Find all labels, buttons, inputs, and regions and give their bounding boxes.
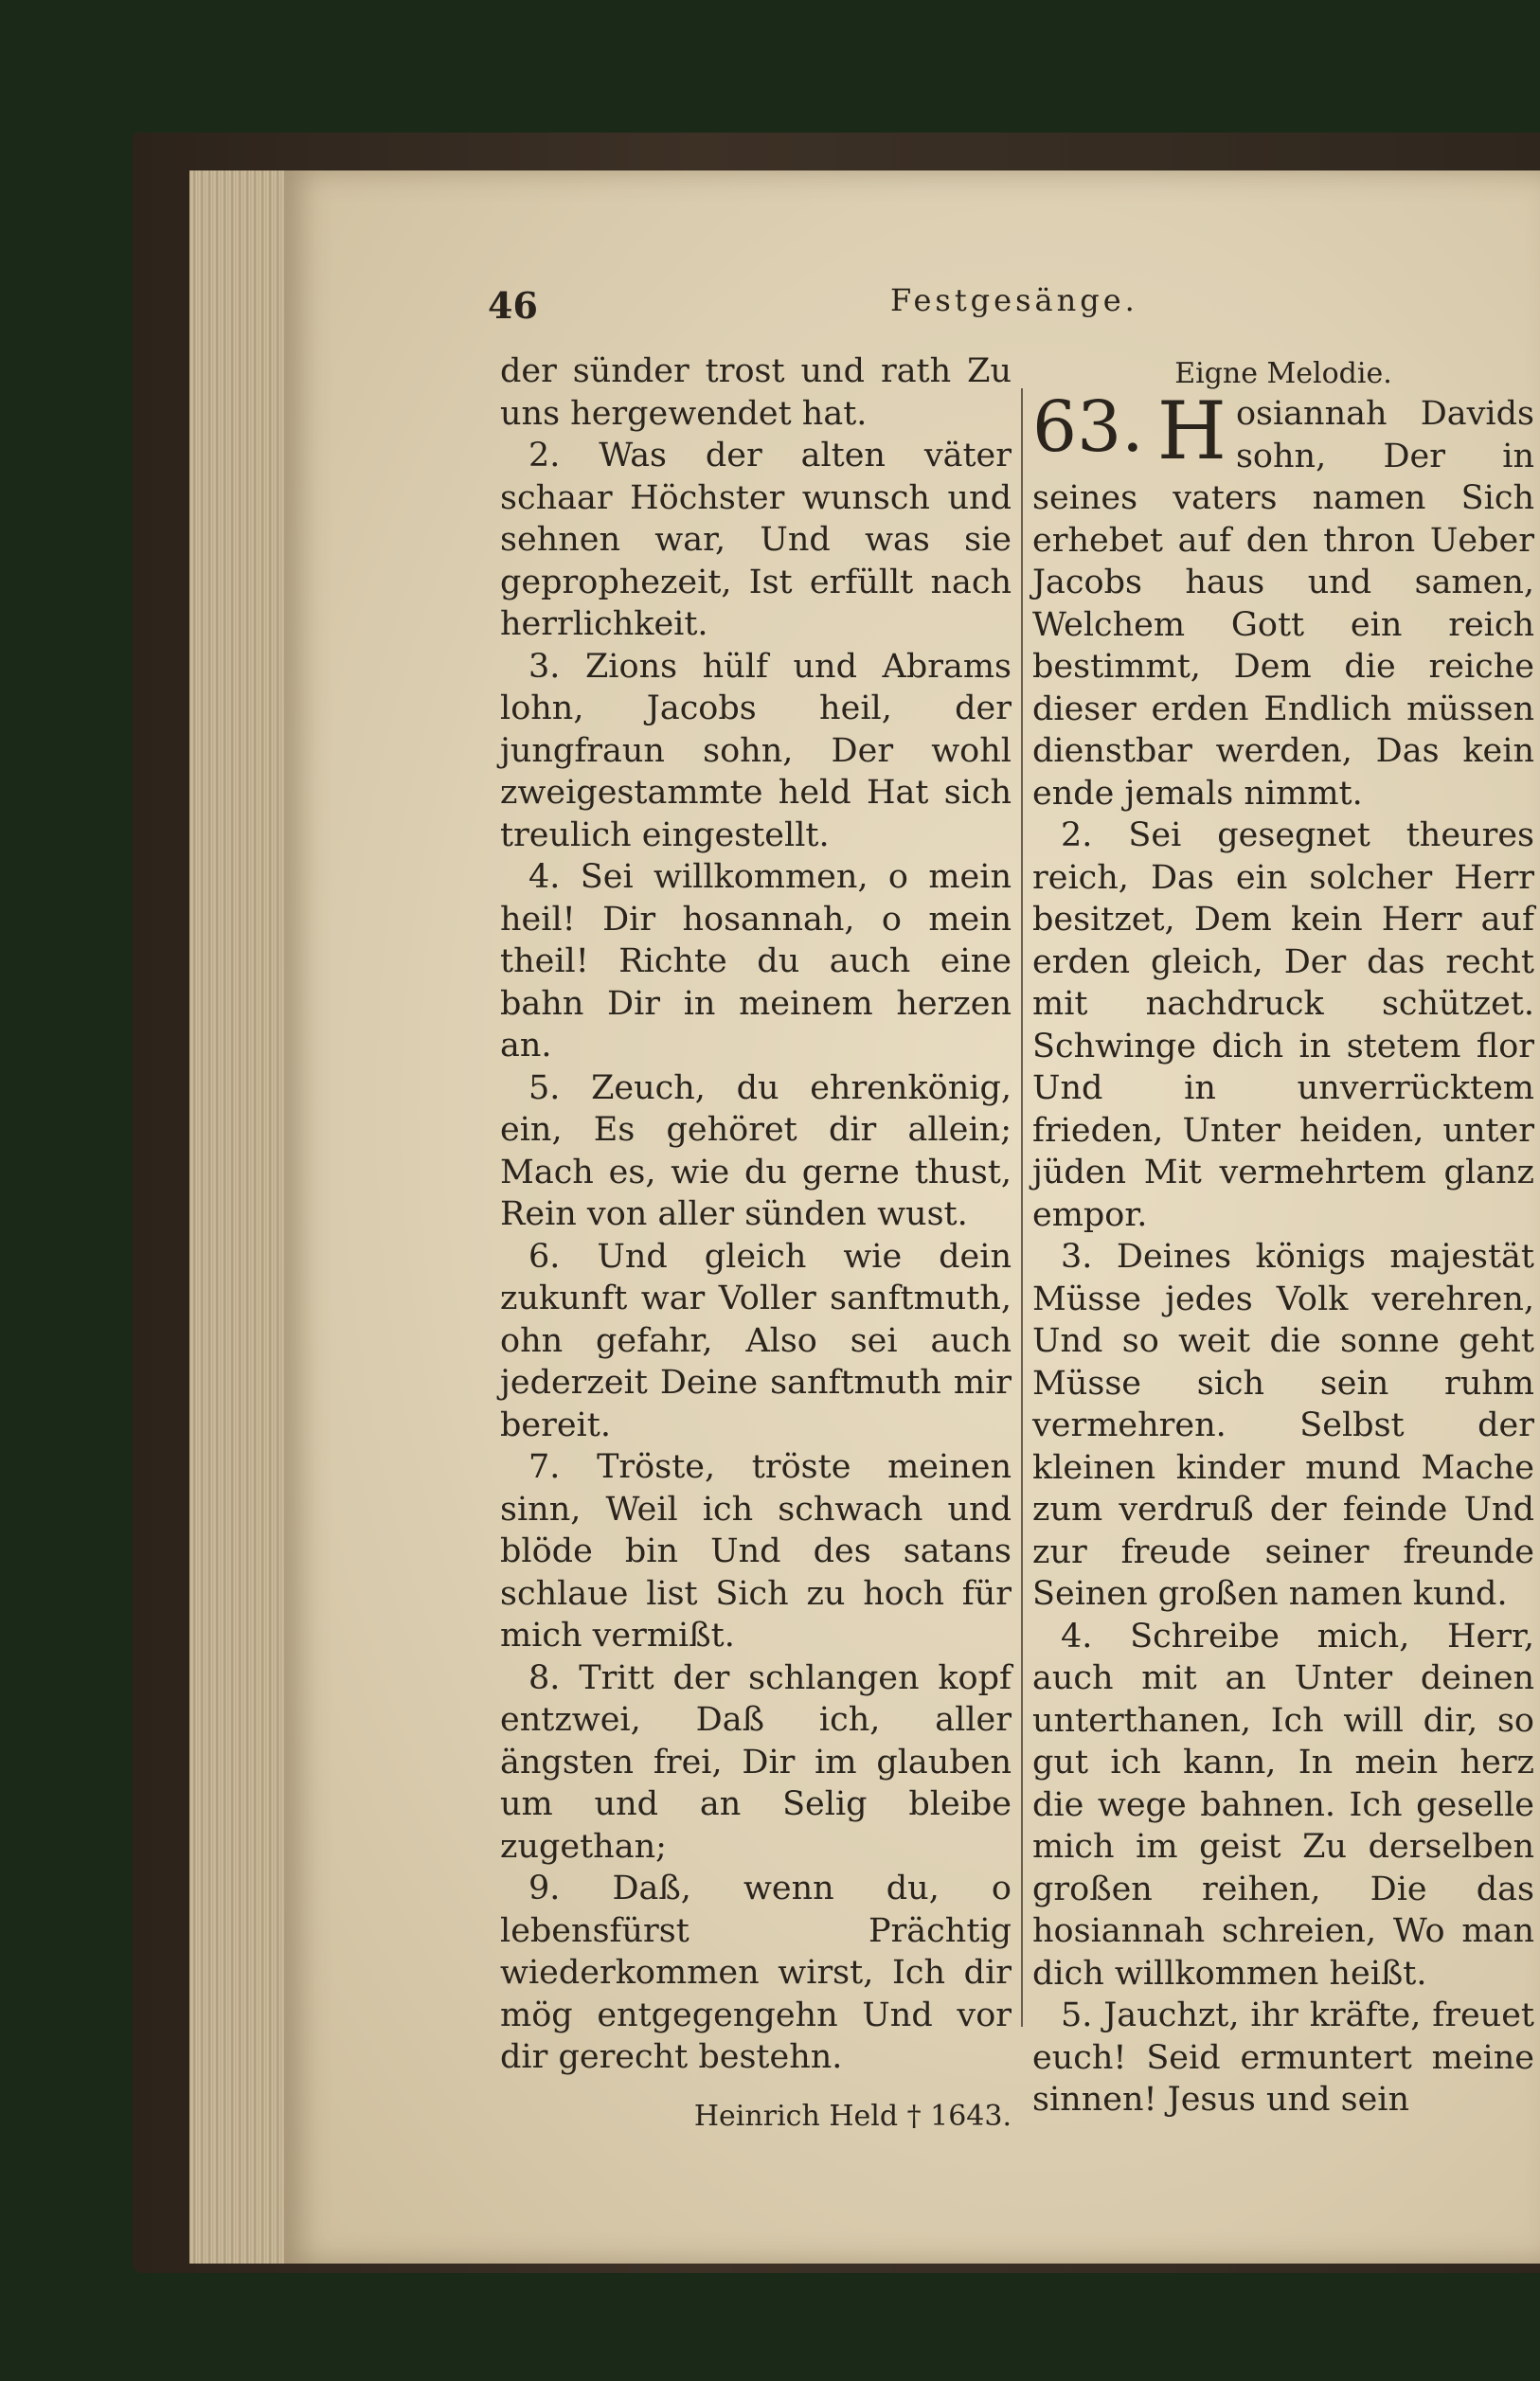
right-column (1032, 355, 1534, 2121)
page-number: 46 (488, 284, 538, 327)
dropcap-letter: H (1156, 385, 1227, 477)
hymn-verse-2: 2. Sei gesegnet theures reich, Das ein solcher Herr besitzet, Dem kein Herr auf erden gleich, Der das recht mit nachdruck schützet. Schwinge dich in stetem flor Und in unverrücktem frieden, Unter heiden, unter jüden Mit vermehrtem glanz empor. (1032, 816, 1534, 1234)
verse-continuation: der sünder trost und rath Zu uns hergewendet hat. (500, 352, 1012, 433)
hymn-first-verse (1032, 385, 1534, 815)
hymn-attribution: Heinrich Held † 1643. (693, 2099, 1012, 2133)
verse-6: 6. Und gleich wie dein zukunft war Voller sanftmuth, ohn gefahr, Also sei auch jederzeit Deine sanftmuth mir bereit. (500, 1237, 1012, 1444)
melody-note: Eigne Melodie. (1174, 357, 1392, 390)
verse-2: 2. Was der alten väter schaar Höchster wunsch und sehnen war, Und was sie geprophezeit, Ist erfüllt nach herrlichkeit. (500, 437, 1012, 643)
left-column (500, 350, 1012, 2138)
verse-9: 9. Daß, wenn du, o lebensfürst Prächtig wiederkommen wirst, Ich dir mög entgegengehn Und vor dir gerecht bestehn. (500, 1870, 1012, 2076)
verse-3: 3. Zions hülf und Abrams lohn, Jacobs heil, der jungfraun sohn, Der wohl zweigestammte held Hat sich treulich eingestellt. (500, 647, 1012, 854)
verse-8: 8. Tritt der schlangen kopf entzwei, Daß ich, aller ängsten frei, Dir im glauben um und an Selig bleibe zugethan; (500, 1658, 1012, 1866)
verse-5: 5. Zeuch, du ehrenkönig, ein, Es gehöret dir allein; Mach es, wie du gerne thust, Rein von aller sünden wust. (500, 1068, 1012, 1233)
hymn-number: 63. (1032, 386, 1144, 468)
hymn-verse-3: 3. Deines königs majestät Müsse jedes Volk verehren, Und so weit die sonne geht Müsse sich sein ruhm vermehren. Selbst der kleinen kinder mund Mache zum verdruß der feinde Und zur freude seiner freunde Seinen großen namen kund. (1032, 1238, 1534, 1613)
running-head: Festgesänge. (890, 282, 1138, 318)
verse-4: 4. Sei willkommen, o mein heil! Dir hosannah, o mein theil! Richte du auch eine bahn Dir in meinem herzen an. (500, 858, 1012, 1065)
hymn-verse-5: 5. Jauchzt, ihr kräfte, freuet euch! Seid ermuntert meine sinnen! Jesus und sein (1032, 1996, 1534, 2119)
column-divider (1021, 388, 1023, 2027)
verse-7: 7. Tröste, tröste meinen sinn, Weil ich schwach und blöde bin Und des satans schlaue list Sich zu hoch für mich vermißt. (500, 1448, 1012, 1655)
hymn-verse-4: 4. Schreibe mich, Herr, auch mit an Unter deinen unterthanen, Ich will dir, so gut ich kann, In mein herz die wege bahnen. Ich geselle mich im geist Zu derselben großen reihen, Die das hosiannah schreien, Wo man dich willkommen heißt. (1032, 1617, 1534, 1993)
hymn-first-verse-text: osiannah Davids sohn, Der in seines vaters namen Sich erhebet auf den thron Ueber Jacobs haus und samen, Welchem Gott ein reich bestimmt, Dem die reiche dieser erden Endlich müssen dienstbar werden, Das kein ende jemals nimmt. (1032, 395, 1534, 813)
